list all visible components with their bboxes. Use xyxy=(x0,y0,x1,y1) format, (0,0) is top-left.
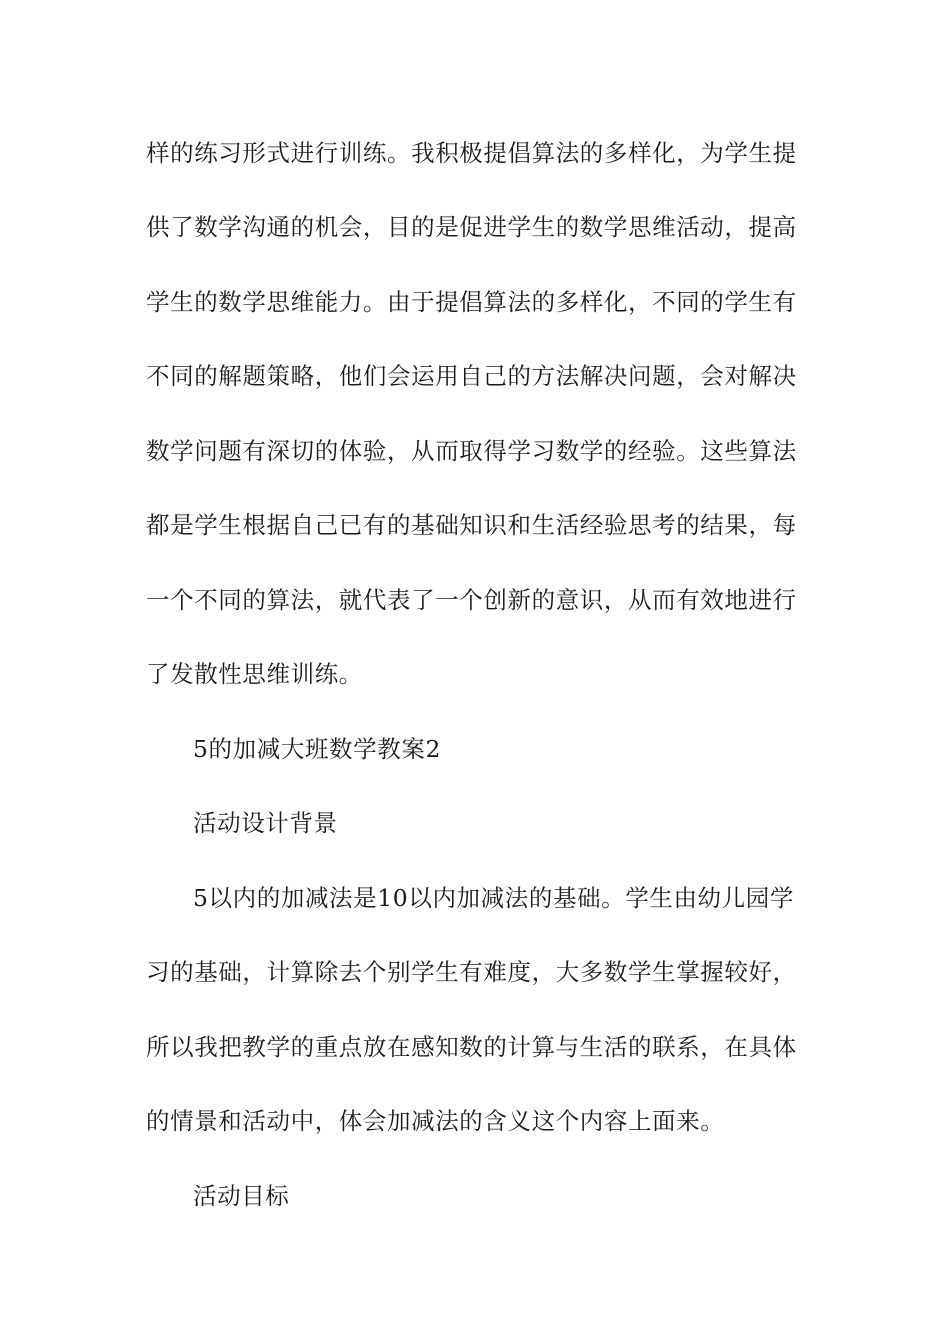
paragraph-line: 一个不同的算法，就代表了一个创新的意识，从而有效地进行 xyxy=(146,586,797,614)
paragraph-line: 的情景和活动中，体会加减法的含义这个内容上面来。 xyxy=(146,1107,725,1135)
paragraph-line: 了发散性思维训练。 xyxy=(146,660,363,688)
paragraph-line: 所以我把教学的重点放在感知数的计算与生活的联系，在具体 xyxy=(146,1033,797,1061)
paragraph-line: 数学问题有深切的体验，从而取得学习数学的经验。这些算法 xyxy=(146,437,797,465)
section-heading: 活动设计背景 xyxy=(193,809,338,837)
paragraph-line: 5以内的加减法是10以内加减法的基础。学生由幼儿园学 xyxy=(193,884,794,912)
section-heading: 活动目标 xyxy=(193,1182,290,1210)
paragraph-line: 供了数学沟通的机会，目的是促进学生的数学思维活动，提高 xyxy=(146,213,797,241)
paragraph-line: 都是学生根据自己已有的基础知识和生活经验思考的结果，每 xyxy=(146,511,797,539)
paragraph-line: 样的练习形式进行训练。我积极提倡算法的多样化，为学生提 xyxy=(146,139,797,167)
section-heading: 5的加减大班数学教案2 xyxy=(193,735,442,763)
paragraph-line: 学生的数学思维能力。由于提倡算法的多样化，不同的学生有 xyxy=(146,288,797,316)
paragraph-line: 不同的解题策略，他们会运用自己的方法解决问题，会对解决 xyxy=(146,362,797,390)
paragraph-line: 习的基础，计算除去个别学生有难度，大多数学生掌握较好， xyxy=(146,958,797,986)
